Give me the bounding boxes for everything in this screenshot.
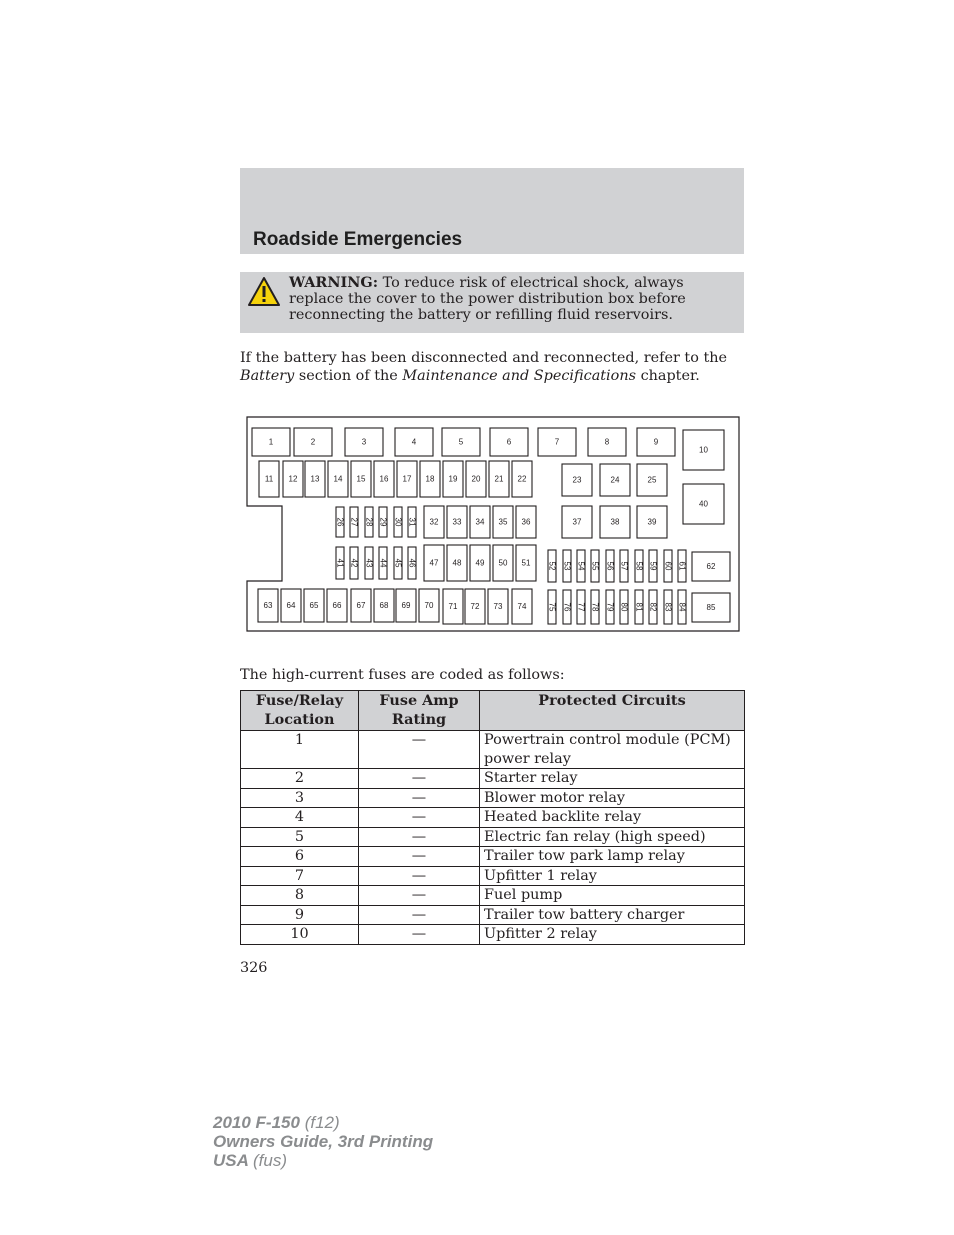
circuit-cell: Powertrain control module (PCM) power relay (480, 731, 745, 769)
fuse-label-11: 11 (264, 474, 274, 484)
paragraph-text: If the battery has been disconnected and reconnected, refer to the (240, 350, 728, 366)
fuse-label-78: 78 (590, 602, 600, 612)
fuse-label-24: 24 (610, 475, 620, 485)
fuse-label-41: 41 (335, 558, 345, 568)
fuse-label-23: 23 (572, 475, 582, 485)
fuse-label-14: 14 (333, 474, 343, 484)
document-footer (213, 1113, 433, 1170)
rating-cell: — (359, 847, 480, 867)
table-row (241, 827, 745, 847)
column-header-circuits: Protected Circuits (480, 691, 745, 731)
fuse-label-1: 1 (268, 437, 274, 447)
fuse-label-52: 52 (547, 561, 557, 571)
fuse-label-82: 82 (648, 602, 658, 612)
fuse-label-81: 81 (634, 602, 644, 612)
fuse-label-49: 49 (475, 558, 485, 568)
fuse-label-10: 10 (699, 445, 708, 455)
fuse-label-57: 57 (619, 561, 629, 571)
fuse-label-18: 18 (425, 474, 435, 484)
fuse-label-68: 68 (379, 601, 389, 610)
fuse-label-43: 43 (364, 558, 374, 568)
fuse-label-69: 69 (401, 601, 411, 610)
table-row (241, 788, 745, 808)
table-row (241, 866, 745, 886)
fuse-label-50: 50 (498, 558, 508, 568)
warning-triangle-icon (247, 276, 281, 310)
fuse-label-32: 32 (429, 517, 439, 527)
fuse-label-77: 77 (576, 602, 586, 612)
fuse-label-3: 3 (361, 437, 367, 447)
fuse-label-22: 22 (517, 474, 527, 484)
fuse-label-7: 7 (554, 437, 560, 447)
table-row (241, 886, 745, 906)
fuse-label-48: 48 (452, 558, 462, 568)
table-row (241, 731, 745, 769)
fuse-label-51: 51 (521, 558, 531, 568)
fuse-label-60: 60 (663, 561, 673, 571)
fuse-label-46: 46 (407, 558, 417, 568)
fuse-label-47: 47 (429, 558, 439, 568)
table-row (241, 808, 745, 828)
fuse-label-85: 85 (706, 603, 716, 612)
warning-box (240, 272, 744, 333)
fuse-label-65: 65 (309, 601, 319, 610)
fuse-label-20: 20 (471, 474, 481, 484)
fuse-label-37: 37 (572, 517, 582, 527)
circuit-cell: Upfitter 1 relay (480, 866, 745, 886)
fuse-label-21: 21 (494, 474, 504, 484)
footer-line (213, 1151, 433, 1170)
fuse-label-30: 30 (393, 517, 403, 527)
fuse-label-33: 33 (452, 517, 462, 527)
rating-cell: — (359, 731, 480, 769)
fuse-label-34: 34 (475, 517, 485, 527)
rating-cell: — (359, 769, 480, 789)
footer-line (213, 1132, 433, 1151)
location-cell: 3 (241, 788, 359, 808)
fuse-label-25: 25 (647, 475, 657, 485)
fuse-label-64: 64 (286, 601, 296, 610)
footer-market-code: (fus) (253, 1151, 287, 1170)
table-row (241, 925, 745, 945)
rating-cell: — (359, 788, 480, 808)
fuse-label-74: 74 (517, 602, 527, 611)
rating-cell: — (359, 886, 480, 906)
location-cell: 10 (241, 925, 359, 945)
footer-market: USA (213, 1151, 249, 1170)
rating-cell: — (359, 808, 480, 828)
fuse-label-35: 35 (498, 517, 508, 527)
fuse-label-71: 71 (448, 602, 458, 611)
location-cell: 7 (241, 866, 359, 886)
fuse-label-19: 19 (448, 474, 458, 484)
fuse-label-9: 9 (653, 437, 659, 447)
section-title: Roadside Emergencies (253, 229, 463, 250)
fuse-label-26: 26 (335, 517, 345, 527)
fuse-label-28: 28 (364, 517, 374, 527)
fuse-label-79: 79 (605, 602, 615, 612)
fuse-label-63: 63 (263, 601, 273, 610)
fuse-label-8: 8 (604, 437, 610, 447)
fuse-label-75: 75 (547, 602, 557, 612)
table-intro: The high-current fuses are coded as follows: (240, 667, 565, 683)
paragraph-text: chapter. (640, 368, 700, 384)
circuit-cell: Electric fan relay (high speed) (480, 827, 745, 847)
battery-paragraph (240, 349, 744, 385)
fuse-label-16: 16 (379, 474, 389, 484)
fuse-label-2: 2 (310, 437, 316, 447)
warning-text: To reduce risk of electrical shock, always replace the cover to the power distribution box before reconnecting the battery or refilling fluid reservoirs. (289, 275, 686, 324)
location-cell: 1 (241, 731, 359, 769)
fuse-label-29: 29 (378, 517, 388, 527)
fuse-label-12: 12 (288, 474, 298, 484)
location-cell: 4 (241, 808, 359, 828)
column-header-rating: Fuse Amp Rating (359, 691, 480, 731)
fuse-label-59: 59 (648, 561, 658, 571)
footer-line (213, 1113, 433, 1132)
fuse-label-17: 17 (402, 474, 412, 484)
warning-label: WARNING: (289, 274, 379, 291)
table-row (241, 769, 745, 789)
page-number: 326 (240, 960, 268, 976)
circuit-cell: Blower motor relay (480, 788, 745, 808)
fuse-label-55: 55 (590, 561, 600, 571)
location-cell: 8 (241, 886, 359, 906)
fuse-box-diagram (246, 416, 740, 632)
fuse-label-15: 15 (356, 474, 366, 484)
fuse-label-72: 72 (470, 602, 480, 611)
fuse-label-67: 67 (356, 601, 366, 610)
chapter-reference: Maintenance and Specifications (402, 368, 636, 384)
table-row (241, 905, 745, 925)
circuit-cell: Trailer tow battery charger (480, 905, 745, 925)
fuse-label-6: 6 (506, 437, 512, 447)
fuse-label-73: 73 (493, 602, 503, 611)
location-cell: 2 (241, 769, 359, 789)
rating-cell: — (359, 866, 480, 886)
location-cell: 5 (241, 827, 359, 847)
fuse-label-27: 27 (349, 517, 359, 527)
fuse-label-4: 4 (411, 437, 417, 447)
fuse-label-13: 13 (310, 474, 320, 484)
paragraph-text: section of the (298, 368, 398, 384)
location-cell: 9 (241, 905, 359, 925)
fuse-label-53: 53 (562, 561, 572, 571)
fuse-label-44: 44 (378, 558, 388, 568)
fuse-label-80: 80 (619, 602, 629, 612)
location-cell: 6 (241, 847, 359, 867)
battery-reference: Battery (240, 368, 295, 384)
fuse-label-36: 36 (521, 517, 531, 527)
column-header-location: Fuse/Relay Location (241, 691, 359, 731)
fuse-label-54: 54 (576, 561, 586, 571)
fuse-label-40: 40 (699, 499, 708, 509)
footer-model: 2010 F-150 (213, 1113, 300, 1132)
rating-cell: — (359, 925, 480, 945)
fuse-label-45: 45 (393, 558, 403, 568)
fuse-label-84: 84 (677, 602, 687, 612)
circuit-cell: Starter relay (480, 769, 745, 789)
circuit-cell: Upfitter 2 relay (480, 925, 745, 945)
fuse-label-56: 56 (605, 561, 615, 571)
circuit-cell: Heated backlite relay (480, 808, 745, 828)
footer-code: (f12) (304, 1113, 340, 1132)
fuse-label-61: 61 (677, 561, 687, 571)
fuse-label-31: 31 (407, 517, 417, 527)
table-header-row (241, 691, 745, 731)
circuit-cell: Fuel pump (480, 886, 745, 906)
footer-edition: Owners Guide, 3rd Printing (213, 1132, 434, 1151)
fuse-label-38: 38 (610, 517, 620, 527)
rating-cell: — (359, 827, 480, 847)
fuse-label-70: 70 (424, 601, 434, 610)
fuse-label-42: 42 (349, 558, 359, 568)
circuit-cell: Trailer tow park lamp relay (480, 847, 745, 867)
section-header (240, 168, 744, 254)
fuse-label-39: 39 (647, 517, 657, 527)
fuse-table (240, 690, 745, 945)
table-row (241, 847, 745, 867)
fuse-label-58: 58 (634, 561, 644, 571)
fuse-label-66: 66 (332, 601, 342, 610)
fuse-label-5: 5 (458, 437, 464, 447)
fuse-label-83: 83 (663, 602, 673, 612)
fuse-label-76: 76 (562, 602, 572, 612)
fuse-label-62: 62 (706, 562, 716, 571)
rating-cell: — (359, 905, 480, 925)
